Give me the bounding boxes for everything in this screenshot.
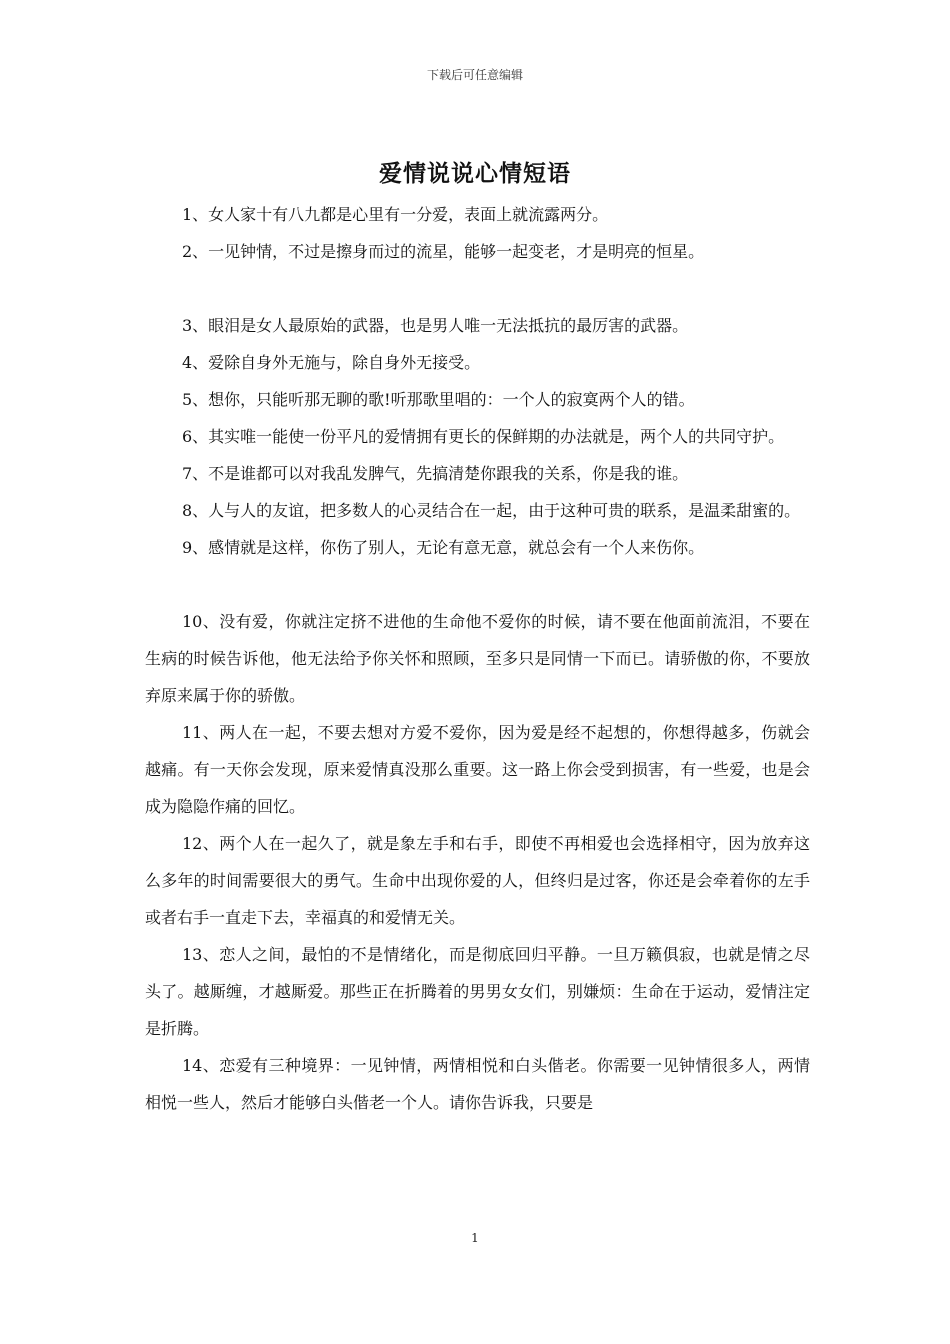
document-body: [145, 196, 810, 1121]
paragraph-7: 7、不是谁都可以对我乱发脾气，先搞清楚你跟我的关系，你是我的谁。: [182, 464, 689, 483]
header-note: 下载后可任意编辑: [426, 68, 523, 82]
blank-line: [145, 270, 810, 307]
page-number: 1: [471, 1231, 479, 1245]
paragraph-4: 4、爱除自身外无施与，除自身外无接受。: [182, 353, 481, 372]
blank-line: [145, 566, 810, 603]
paragraph-9: 9、感情就是这样，你伤了别人，无论有意无意，就总会有一个人来伤你。: [182, 538, 705, 557]
paragraph-12: 12、两个人在一起久了，就是象左手和右手，即使不再相爱也会选择相守，因为放弃这么多年的时间需要很大的勇气。生命中出现你爱的人，但终归是过客，你还是会牵着你的左手或者右手一直走下去，幸福真的和爱情无关。: [145, 834, 810, 927]
paragraph-13: 13、恋人之间，最怕的不是情绪化，而是彻底回归平静。一旦万籁俱寂，也就是情之尽头了。越厮缠，才越厮爱。那些正在折腾着的男男女女们，别嫌烦：生命在于运动，爱情注定是折腾。: [145, 945, 810, 1038]
paragraph-1: 1、女人家十有八九都是心里有一分爱，表面上就流露两分。: [182, 205, 609, 224]
paragraph-14: 14、恋爱有三种境界：一见钟情，两情相悦和白头偕老。你需要一见钟情很多人，两情相悦一些人，然后才能够白头偕老一个人。请你告诉我，只要是: [145, 1056, 810, 1112]
paragraph-2: 2、一见钟情，不过是擦身而过的流星，能够一起变老，才是明亮的恒星。: [182, 242, 705, 261]
page-title: 爱情说说心情短语: [379, 161, 571, 187]
paragraph-3: 3、眼泪是女人最原始的武器，也是男人唯一无法抵抗的最厉害的武器。: [182, 316, 689, 335]
paragraph-6: 6、其实唯一能使一份平凡的爱情拥有更长的保鲜期的办法就是，两个人的共同守护。: [182, 427, 785, 446]
paragraph-10: 10、没有爱，你就注定挤不进他的生命他不爱你的时候，请不要在他面前流泪，不要在生病的时候告诉他，他无法给予你关怀和照顾，至多只是同情一下而已。请骄傲的你，不要放弃原来属于你的骄傲。: [145, 612, 810, 705]
paragraph-5: 5、想你，只能听那无聊的歌!听那歌里唱的：一个人的寂寞两个人的错。: [182, 390, 695, 409]
paragraph-11: 11、两人在一起，不要去想对方爱不爱你，因为爱是经不起想的，你想得越多，伤就会越痛。有一天你会发现，原来爱情真没那么重要。这一路上你会受到损害，有一些爱，也是会成为隐隐作痛的回忆。: [145, 723, 810, 816]
paragraph-8: 8、人与人的友谊，把多数人的心灵结合在一起，由于这种可贵的联系，是温柔甜蜜的。: [182, 501, 801, 520]
